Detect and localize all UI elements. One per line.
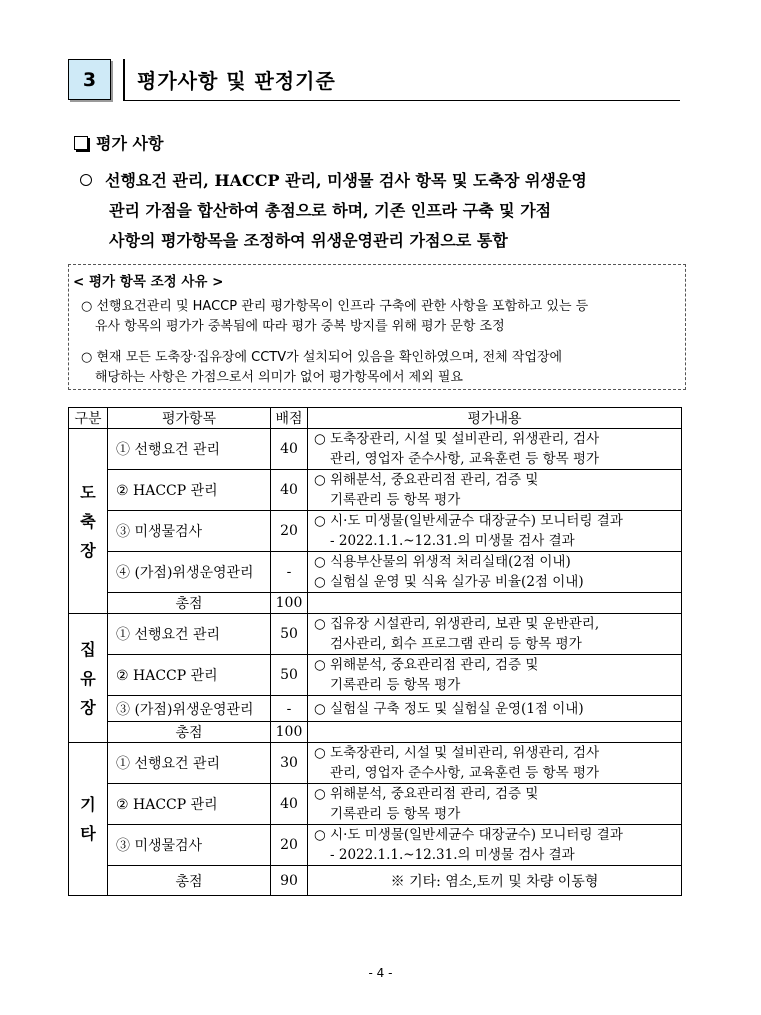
paragraph-line [80,166,685,196]
note-item-line: 해당하는 사항은 가점으로서 의미가 없어 평가항목에서 제외 필요 [95,370,463,385]
item-cell: ② HACCP 관리 [108,784,271,825]
total-label: 총점 [108,866,271,896]
category-cell [69,429,108,614]
content-cell [308,552,682,593]
total-label: 총점 [108,593,271,614]
total-score: 90 [271,866,308,896]
note-item-line: ○ 현재 모든 도축장·집유장에 CCTV가 설치되어 있음을 확인하였으며, 전체 작업장에 [81,350,563,365]
total-note [308,593,682,614]
table-body [69,429,682,896]
item-cell: ③ 미생물검사 [108,825,271,866]
table-row [69,784,682,825]
evaluation-table [68,407,682,896]
total-row [69,722,682,743]
content-line: ○ 실험실 운영 및 식육 실가공 비율(2점 이내) [314,574,584,590]
content-line: 관리, 영업자 준수사항, 교육훈련 등 항목 평가 [330,451,600,467]
table-row [69,825,682,866]
category-char: 기 [80,795,96,814]
category-char: 유 [80,668,96,688]
paragraph-line-2: 관리 가점을 합산하여 총점으로 하며, 기존 인프라 구축 및 가점 [109,201,552,220]
content-line: ○ 도축장관리, 시설 및 설비관리, 위생관리, 검사 [314,745,600,761]
content-line: ○ 실험실 구축 정도 및 실험실 운영(1점 이내) [314,700,584,717]
item-cell: ② HACCP 관리 [108,470,271,511]
content-line: ○ 집유장 시설관리, 위생관리, 보관 및 운반관리, [314,616,600,632]
paragraph-line [80,226,685,256]
score-cell: 20 [271,511,308,552]
header-item: 평가항목 [108,408,271,429]
item-cell: ② HACCP 관리 [108,655,271,696]
table-row [69,655,682,696]
table-row [69,614,682,655]
paragraph-line-1: 선행요건 관리, HACCP 관리, 미생물 검사 항목 및 도축장 위생운영 [105,171,587,190]
item-cell: ① 선행요건 관리 [108,429,271,470]
content-cell [308,696,682,722]
item-cell: ① 선행요건 관리 [108,614,271,655]
table-row [69,470,682,511]
score-cell: 30 [271,743,308,784]
content-line: ○ 위해분석, 중요관리점 관리, 검증 및 [314,786,539,802]
adjustment-reason-box [68,264,686,390]
score-cell: 20 [271,825,308,866]
score-cell: 40 [271,470,308,511]
score-cell: 50 [271,614,308,655]
content-line: - 2022.1.1.~12.31.의 미생물 검사 결과 [330,533,575,549]
content-line: 검사관리, 회수 프로그램 관리 등 항목 평가 [330,636,582,652]
table-row [69,552,682,593]
header-content: 평가내용 [308,408,682,429]
table-row [69,743,682,784]
content-line: ○ 시·도 미생물(일반세균수 대장균수) 모니터링 결과 [314,513,623,529]
content-cell [308,470,682,511]
table-row [69,429,682,470]
score-cell: 40 [271,784,308,825]
main-paragraph [80,166,685,256]
total-row [69,593,682,614]
category-cell [69,614,108,743]
category-char: 집 [80,639,96,659]
content-line: ○ 시·도 미생물(일반세균수 대장균수) 모니터링 결과 [314,827,623,843]
section-underline [123,100,680,101]
note-item-line: 유사 항목의 평가가 중복됨에 따라 평가 중복 방지를 위해 평가 문항 조정 [95,319,505,334]
content-cell [308,614,682,655]
total-note: ※ 기타: 염소,토끼 및 차량 이동형 [308,866,682,896]
header-score: 배점 [271,408,308,429]
content-line: - 2022.1.1.~12.31.의 미생물 검사 결과 [330,847,575,863]
content-line: 기록관리 등 항목 평가 [330,677,461,693]
content-cell [308,825,682,866]
total-score: 100 [271,593,308,614]
page-number: - 4 - [368,966,393,980]
note-item-line: ○ 선행요건관리 및 HACCP 관리 평가항목이 인프라 구축에 관한 사항을 포함하고 있는 등 [81,299,589,314]
table-row [69,511,682,552]
content-line: ○ 위해분석, 중요관리점 관리, 검증 및 [314,657,539,673]
total-label: 총점 [108,722,271,743]
total-row [69,866,682,896]
section-title: 평가사항 및 판정기준 [137,69,336,93]
total-note [308,722,682,743]
section-number-box: 3 [68,59,111,100]
content-cell [308,429,682,470]
category-char: 타 [80,824,96,843]
total-score: 100 [271,722,308,743]
category-cell [69,743,108,896]
table-header-row [69,408,682,429]
score-cell: 40 [271,429,308,470]
paragraph-line-3: 사항의 평가항목을 조정하여 위생운영관리 가점으로 통합 [109,231,508,250]
score-cell: - [271,696,308,722]
content-line: ○ 도축장관리, 시설 및 설비관리, 위생관리, 검사 [314,431,600,447]
header-category: 구분 [69,408,108,429]
score-cell: 50 [271,655,308,696]
checkbox-square-icon [74,136,88,150]
table-row [69,696,682,722]
content-line: ○ 식용부산물의 위생적 처리실태(2점 이내) [314,554,571,570]
section-header [68,59,680,103]
note-item-1 [81,297,588,337]
paragraph-line [80,196,685,226]
item-cell: ① 선행요건 관리 [108,743,271,784]
note-box-title: < 평가 항목 조정 사유 > [73,274,224,290]
content-cell [308,784,682,825]
content-cell [308,655,682,696]
category-char: 도 [80,482,96,502]
score-cell: - [271,552,308,593]
circle-bullet-icon [80,174,92,186]
category-char: 장 [80,540,96,560]
content-cell [308,743,682,784]
item-cell: ④ (가점)위생운영관리 [108,552,271,593]
content-line: 기록관리 등 항목 평가 [330,806,461,822]
section-divider [123,59,125,101]
category-char: 축 [80,511,96,531]
content-line: ○ 위해분석, 중요관리점 관리, 검증 및 [314,472,539,488]
note-item-2 [81,348,562,388]
category-char: 장 [80,697,96,717]
subheading-text: 평가 사항 [96,134,164,153]
content-cell [308,511,682,552]
item-cell: ③ 미생물검사 [108,511,271,552]
content-line: 관리, 영업자 준수사항, 교육훈련 등 항목 평가 [330,765,600,781]
subheading [74,131,163,154]
content-line: 기록관리 등 항목 평가 [330,492,461,508]
item-cell: ③ (가점)위생운영관리 [108,696,271,722]
